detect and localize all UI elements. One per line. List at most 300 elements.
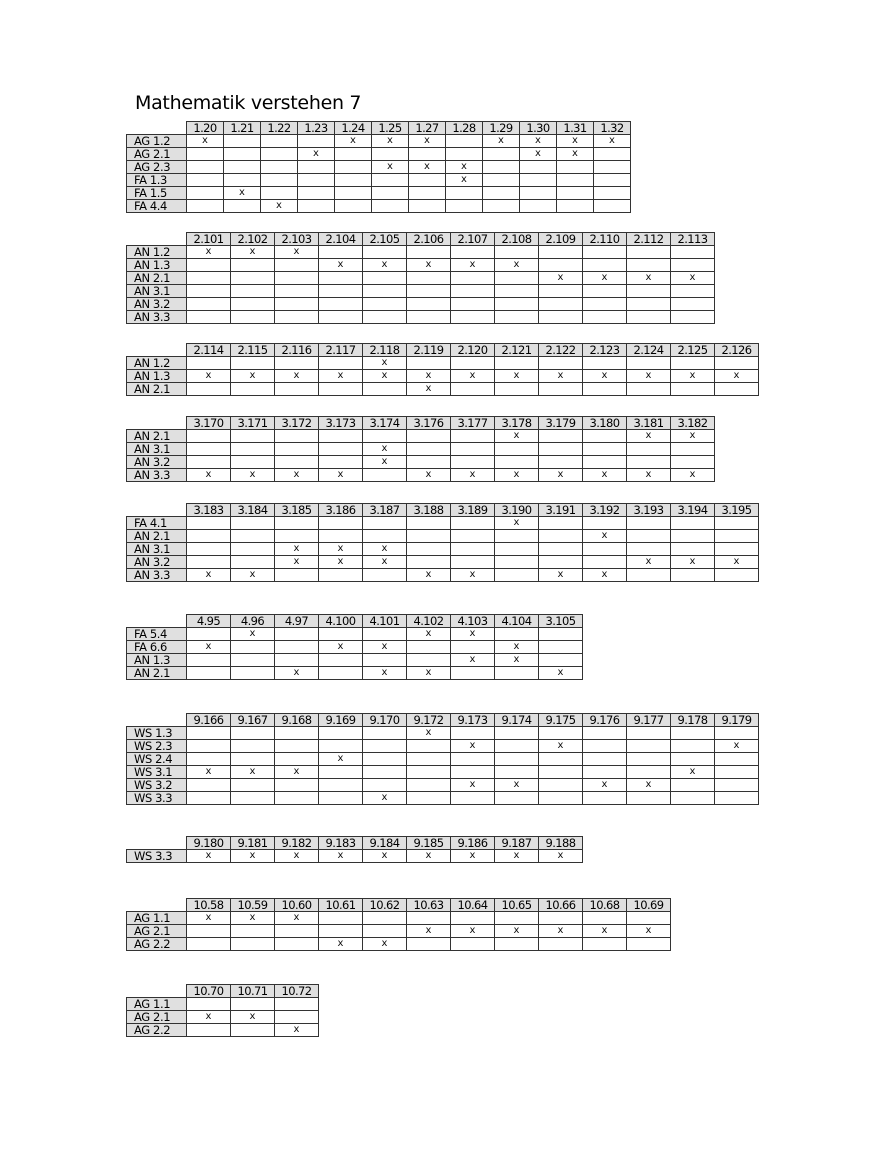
column-header: 9.188: [539, 837, 583, 850]
table-cell: [231, 443, 275, 456]
table-cell: [495, 383, 539, 396]
table-row: [127, 1011, 319, 1024]
table-cell: [261, 135, 298, 148]
table-cell: [319, 272, 363, 285]
table-cell: [451, 311, 495, 324]
table-cell: [715, 753, 759, 766]
table-cell: [319, 311, 363, 324]
table-cell: [407, 766, 451, 779]
table-cell: [319, 298, 363, 311]
column-header: 2.101: [187, 233, 231, 246]
table-cell: x: [363, 543, 407, 556]
table-cell: [407, 641, 451, 654]
column-header: 3.173: [319, 417, 363, 430]
column-header: 1.25: [372, 122, 409, 135]
column-header: 9.169: [319, 714, 363, 727]
table-cell: x: [627, 272, 671, 285]
competency-table: [126, 984, 319, 1037]
table-cell: [594, 187, 631, 200]
table-cell: [451, 246, 495, 259]
header-row: [127, 714, 759, 727]
column-header: 9.181: [231, 837, 275, 850]
table-cell: [671, 740, 715, 753]
table-cell: x: [319, 556, 363, 569]
table-cell: [671, 298, 715, 311]
table-cell: [715, 383, 759, 396]
table-cell: [495, 311, 539, 324]
table-cell: [231, 998, 275, 1011]
table-cell: [275, 517, 319, 530]
table-cell: x: [583, 272, 627, 285]
table-cell: x: [627, 779, 671, 792]
table-cell: x: [407, 370, 451, 383]
table-cell: [407, 530, 451, 543]
table-cell: [407, 938, 451, 951]
table-cell: [495, 938, 539, 951]
table-cell: [671, 569, 715, 582]
table-cell: x: [451, 654, 495, 667]
header-row: [127, 615, 583, 628]
column-header: 9.179: [715, 714, 759, 727]
table-cell: [231, 430, 275, 443]
table-cell: [261, 174, 298, 187]
table-cell: [407, 246, 451, 259]
competency-table: [126, 713, 759, 805]
column-header: 10.63: [407, 899, 451, 912]
table-cell: [224, 200, 261, 213]
table-cell: [495, 298, 539, 311]
table-cell: x: [495, 370, 539, 383]
table-cell: x: [187, 850, 231, 863]
table-cell: [231, 456, 275, 469]
table-cell: [363, 311, 407, 324]
table-cell: [627, 753, 671, 766]
table-cell: [539, 766, 583, 779]
table-cell: [451, 938, 495, 951]
column-header: 4.103: [451, 615, 495, 628]
column-header: 10.60: [275, 899, 319, 912]
table-cell: [539, 530, 583, 543]
column-header: 1.20: [187, 122, 224, 135]
table-cell: [583, 311, 627, 324]
table-cell: x: [451, 740, 495, 753]
table-cell: [298, 200, 335, 213]
column-header: 2.121: [495, 344, 539, 357]
table-cell: [319, 569, 363, 582]
row-header: AN 2.1: [127, 667, 187, 680]
table-cell: x: [451, 628, 495, 641]
table-cell: [363, 298, 407, 311]
column-header: 2.118: [363, 344, 407, 357]
table-cell: x: [319, 753, 363, 766]
column-header: 4.100: [319, 615, 363, 628]
column-header: 3.184: [231, 504, 275, 517]
table-cell: x: [520, 148, 557, 161]
column-header: 9.184: [363, 837, 407, 850]
column-header: 10.70: [187, 985, 231, 998]
row-header: WS 3.2: [127, 779, 187, 792]
row-header: AN 3.3: [127, 569, 187, 582]
table-cell: x: [407, 925, 451, 938]
table-cell: [187, 259, 231, 272]
row-header: AN 3.3: [127, 311, 187, 324]
table-cell: [319, 654, 363, 667]
table-cell: x: [539, 850, 583, 863]
column-header: 1.27: [409, 122, 446, 135]
table-cell: [275, 530, 319, 543]
table-cell: [671, 792, 715, 805]
table-cell: [495, 569, 539, 582]
table-cell: [319, 285, 363, 298]
table-row: [127, 850, 583, 863]
table-cell: [627, 383, 671, 396]
table-cell: [275, 628, 319, 641]
table-cell: [483, 148, 520, 161]
table-cell: [520, 174, 557, 187]
column-header: 2.110: [583, 233, 627, 246]
table-cell: [715, 792, 759, 805]
table-cell: [363, 925, 407, 938]
table-row: [127, 148, 631, 161]
column-header: 10.71: [231, 985, 275, 998]
table-cell: [451, 298, 495, 311]
row-header: FA 1.3: [127, 174, 187, 187]
row-header: FA 1.5: [127, 187, 187, 200]
table-cell: [231, 543, 275, 556]
table-cell: x: [539, 667, 583, 680]
table-cell: [715, 517, 759, 530]
table-cell: [187, 998, 231, 1011]
table-cell: x: [407, 628, 451, 641]
table-cell: [446, 187, 483, 200]
table-cell: [495, 543, 539, 556]
table-cell: [187, 443, 231, 456]
table-row: [127, 779, 759, 792]
column-header: 2.105: [363, 233, 407, 246]
table-cell: [319, 383, 363, 396]
table-cell: x: [627, 556, 671, 569]
table-cell: x: [446, 174, 483, 187]
table-cell: x: [187, 246, 231, 259]
table-cell: [627, 357, 671, 370]
table-cell: x: [483, 135, 520, 148]
header-row: [127, 837, 583, 850]
table-cell: [275, 311, 319, 324]
table-cell: [539, 430, 583, 443]
corner-cell: [127, 504, 187, 517]
column-header: 3.174: [363, 417, 407, 430]
table-cell: [363, 530, 407, 543]
table-cell: x: [495, 925, 539, 938]
table-cell: [407, 556, 451, 569]
table-cell: x: [407, 469, 451, 482]
column-header: 9.170: [363, 714, 407, 727]
table-cell: [483, 187, 520, 200]
column-header: 4.97: [275, 615, 319, 628]
table-cell: x: [275, 370, 319, 383]
table-cell: [583, 517, 627, 530]
corner-cell: [127, 417, 187, 430]
table-cell: x: [583, 925, 627, 938]
table-cell: [363, 779, 407, 792]
row-header: AN 3.1: [127, 443, 187, 456]
table-cell: [495, 246, 539, 259]
table-row: [127, 641, 583, 654]
corner-cell: [127, 899, 187, 912]
column-header: 10.69: [627, 899, 671, 912]
row-header: AN 2.1: [127, 430, 187, 443]
table-cell: x: [319, 259, 363, 272]
table-cell: [495, 357, 539, 370]
column-header: 3.192: [583, 504, 627, 517]
column-header: 3.193: [627, 504, 671, 517]
table-cell: x: [363, 456, 407, 469]
column-header: 10.72: [275, 985, 319, 998]
table-cell: [671, 383, 715, 396]
table-cell: [187, 148, 224, 161]
table-row: [127, 556, 759, 569]
table-cell: [231, 556, 275, 569]
table-cell: [539, 556, 583, 569]
table-row: [127, 443, 715, 456]
column-header: 3.188: [407, 504, 451, 517]
table-cell: [187, 298, 231, 311]
table-cell: [715, 727, 759, 740]
table-cell: [627, 938, 671, 951]
table-cell: [451, 667, 495, 680]
column-header: 4.104: [495, 615, 539, 628]
table-cell: [495, 667, 539, 680]
column-header: 2.112: [627, 233, 671, 246]
header-row: [127, 417, 715, 430]
table-row: [127, 135, 631, 148]
table-row: [127, 298, 715, 311]
table-row: [127, 469, 715, 482]
table-cell: [187, 753, 231, 766]
table-cell: [451, 357, 495, 370]
table-cell: [407, 285, 451, 298]
table-cell: [224, 148, 261, 161]
table-cell: [372, 200, 409, 213]
table-row: [127, 517, 759, 530]
header-row: [127, 899, 671, 912]
table-cell: x: [363, 357, 407, 370]
table-cell: x: [539, 469, 583, 482]
table-cell: [715, 530, 759, 543]
table-cell: x: [187, 641, 231, 654]
table-cell: [451, 543, 495, 556]
column-header: 9.187: [495, 837, 539, 850]
table-cell: [187, 200, 224, 213]
table-row: [127, 383, 759, 396]
competency-table: [126, 836, 583, 863]
table-cell: [231, 298, 275, 311]
table-cell: [483, 200, 520, 213]
table-cell: [539, 938, 583, 951]
table-cell: [495, 792, 539, 805]
table-cell: x: [671, 272, 715, 285]
table-cell: [671, 311, 715, 324]
table-cell: [363, 766, 407, 779]
table-cell: [187, 272, 231, 285]
table-cell: [372, 187, 409, 200]
table-cell: x: [319, 850, 363, 863]
column-header: 10.58: [187, 899, 231, 912]
column-header: 9.182: [275, 837, 319, 850]
table-cell: x: [539, 272, 583, 285]
table-cell: [275, 779, 319, 792]
table-cell: x: [372, 161, 409, 174]
table-cell: [539, 357, 583, 370]
table-cell: [363, 383, 407, 396]
table-cell: [407, 517, 451, 530]
table-cell: x: [715, 740, 759, 753]
table-cell: x: [298, 148, 335, 161]
table-cell: x: [451, 370, 495, 383]
table-cell: [594, 161, 631, 174]
row-header: FA 6.6: [127, 641, 187, 654]
table-cell: x: [275, 543, 319, 556]
column-header: 9.173: [451, 714, 495, 727]
table-cell: [363, 469, 407, 482]
row-header: AN 1.3: [127, 654, 187, 667]
table-cell: [275, 753, 319, 766]
table-row: [127, 727, 759, 740]
table-cell: [557, 161, 594, 174]
table-cell: [583, 912, 627, 925]
header-row: [127, 985, 319, 998]
column-header: 9.178: [671, 714, 715, 727]
table-cell: [446, 200, 483, 213]
row-header: FA 4.1: [127, 517, 187, 530]
column-header: 2.104: [319, 233, 363, 246]
table-cell: [715, 766, 759, 779]
table-cell: [557, 187, 594, 200]
row-header: AN 1.2: [127, 357, 187, 370]
table-row: [127, 187, 631, 200]
table-cell: x: [495, 259, 539, 272]
column-header: 1.24: [335, 122, 372, 135]
column-header: 3.185: [275, 504, 319, 517]
table-cell: [231, 779, 275, 792]
table-cell: [187, 628, 231, 641]
table-cell: x: [231, 912, 275, 925]
table-cell: [231, 727, 275, 740]
table-cell: [319, 792, 363, 805]
column-header: 1.32: [594, 122, 631, 135]
row-header: AG 1.1: [127, 998, 187, 1011]
table-cell: [231, 383, 275, 396]
row-header: AG 2.1: [127, 148, 187, 161]
page-title: Mathematik verstehen 7: [135, 92, 362, 114]
column-header: 2.108: [495, 233, 539, 246]
row-header: WS 2.3: [127, 740, 187, 753]
column-header: 2.122: [539, 344, 583, 357]
table-cell: [583, 938, 627, 951]
table-cell: x: [319, 938, 363, 951]
table-cell: [363, 753, 407, 766]
table-cell: x: [187, 912, 231, 925]
table-cell: [495, 912, 539, 925]
table-cell: [231, 641, 275, 654]
table-cell: [187, 667, 231, 680]
table-cell: [715, 543, 759, 556]
table-cell: [319, 357, 363, 370]
table-cell: x: [187, 766, 231, 779]
column-header: 9.175: [539, 714, 583, 727]
table-row: [127, 543, 759, 556]
table-cell: [319, 530, 363, 543]
table-cell: x: [363, 556, 407, 569]
table-cell: [335, 148, 372, 161]
table-cell: [627, 766, 671, 779]
table-cell: x: [627, 430, 671, 443]
column-header: 2.117: [319, 344, 363, 357]
table-cell: [451, 272, 495, 285]
column-header: 3.105: [539, 615, 583, 628]
table-cell: [275, 357, 319, 370]
table-cell: [231, 667, 275, 680]
table-cell: [583, 357, 627, 370]
table-cell: x: [187, 569, 231, 582]
table-row: [127, 285, 715, 298]
column-header: 2.114: [187, 344, 231, 357]
column-header: 10.66: [539, 899, 583, 912]
table-cell: x: [495, 517, 539, 530]
table-cell: [671, 779, 715, 792]
table-cell: [231, 530, 275, 543]
table-cell: [627, 285, 671, 298]
table-cell: x: [671, 766, 715, 779]
table-cell: [363, 727, 407, 740]
table-row: [127, 569, 759, 582]
table-cell: [671, 727, 715, 740]
table-cell: [187, 938, 231, 951]
table-cell: [583, 792, 627, 805]
table-cell: [407, 543, 451, 556]
table-cell: [583, 740, 627, 753]
table-cell: [539, 641, 583, 654]
table-cell: [539, 628, 583, 641]
table-cell: [594, 200, 631, 213]
table-cell: x: [520, 135, 557, 148]
column-header: 10.62: [363, 899, 407, 912]
table-cell: x: [495, 779, 539, 792]
table-cell: [187, 311, 231, 324]
table-cell: [407, 792, 451, 805]
column-header: 1.21: [224, 122, 261, 135]
table-cell: [627, 727, 671, 740]
row-header: FA 4.4: [127, 200, 187, 213]
table-cell: x: [231, 766, 275, 779]
table-row: [127, 938, 671, 951]
table-cell: [407, 779, 451, 792]
table-cell: [335, 161, 372, 174]
table-cell: x: [363, 850, 407, 863]
table-row: [127, 200, 631, 213]
table-cell: [483, 174, 520, 187]
table-cell: x: [594, 135, 631, 148]
table-cell: [319, 740, 363, 753]
column-header: 3.177: [451, 417, 495, 430]
table-cell: [187, 925, 231, 938]
table-cell: [407, 311, 451, 324]
table-cell: [224, 135, 261, 148]
table-cell: [187, 285, 231, 298]
table-cell: [451, 753, 495, 766]
column-header: 1.30: [520, 122, 557, 135]
row-header: AN 3.3: [127, 469, 187, 482]
